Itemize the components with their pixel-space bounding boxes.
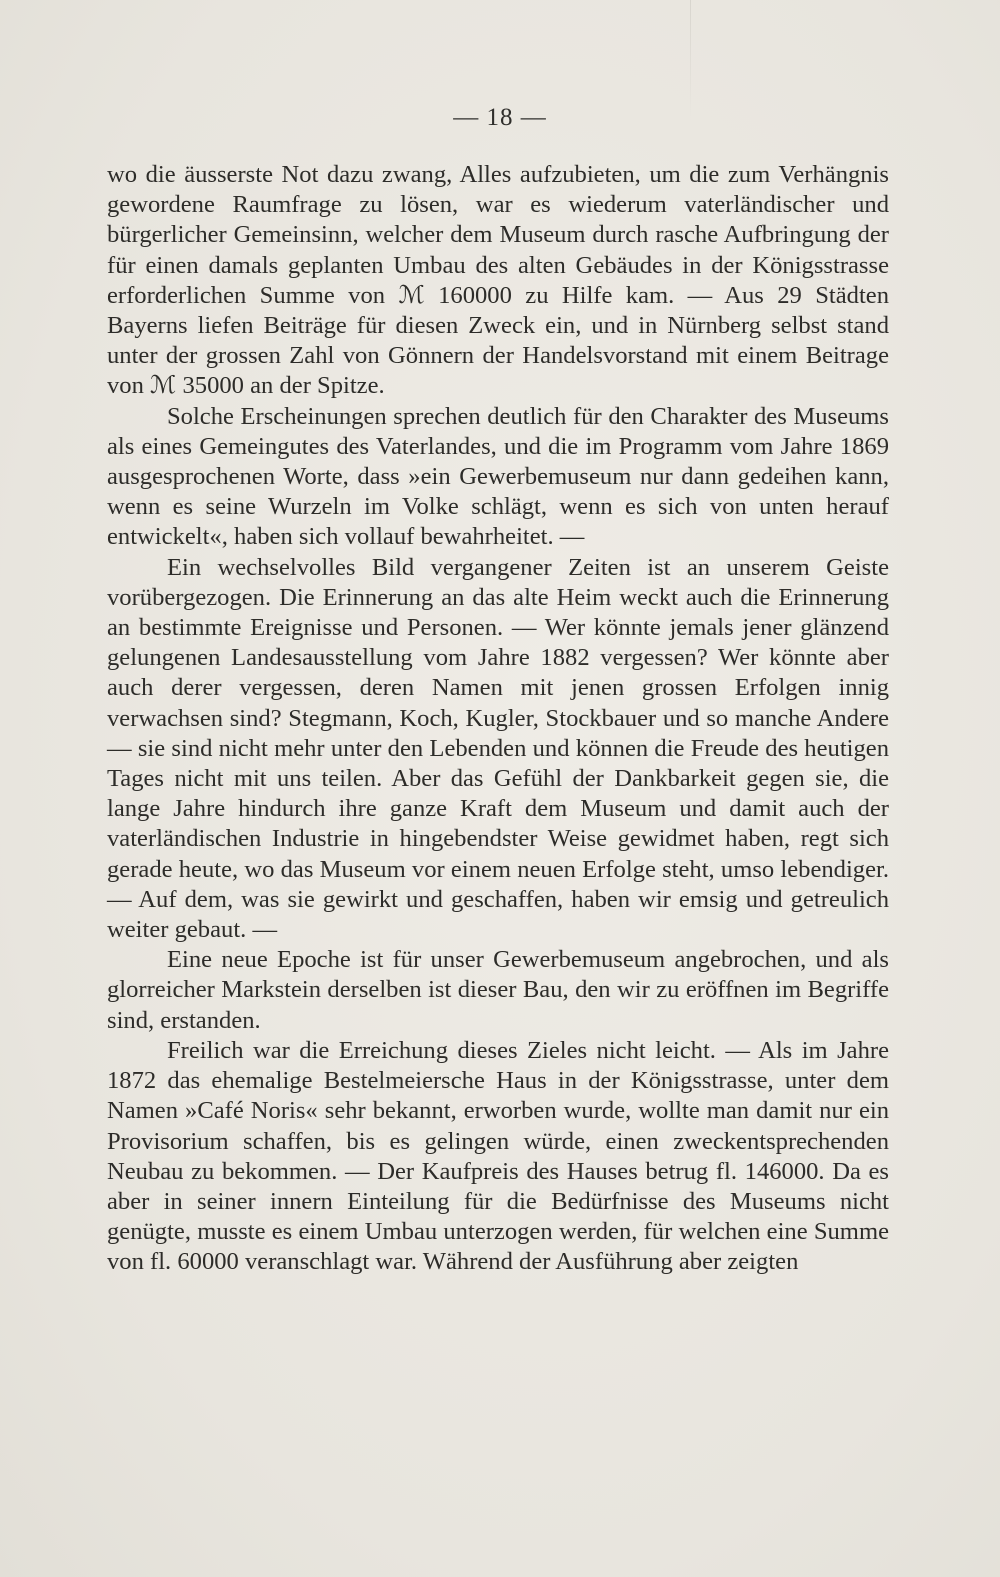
- page-number: — 18 —: [453, 104, 547, 131]
- paragraph-1: wo die äusserste Not dazu zwang, Alles aufzubieten, um die zum Verhängnis gewordene Raumfrage zu lösen, war es wiederum vaterländischer und bürgerlicher Gemeinsinn, welcher dem Museum durch rasche Aufbringung der für einen damals geplanten Umbau des alten Gebäudes in der Königsstrasse erforderlichen Summe von ℳ 160000 zu Hilfe kam. — Aus 29 Städten Bayerns liefen Beiträge für diesen Zweck ein, und in Nürnberg selbst stand unter der grossen Zahl von Gönnern der Handelsvorstand mit einem Beitrage von ℳ 35000 an der Spitze.: [107, 161, 889, 400]
- paragraph-5: Freilich war die Erreichung dieses Zieles nicht leicht. — Als im Jahre 1872 das ehemalige Bestelmeiersche Haus in der Königsstrasse, unter dem Namen »Café Noris« sehr bekannt, erworben wurde, wollte man damit nur ein Provisorium schaffen, bis es gelingen würde, einen zweckentsprechenden Neubau zu bekommen. — Der Kaufpreis des Hauses betrug fl. 146000. Da es aber in seiner innern Einteilung für die Bedürfnisse des Museums nicht genügte, musste es einem Umbau unterzogen werden, für welchen eine Summe von fl. 60000 veranschlagt war. Während der Ausführung aber zeigten: [107, 1036, 889, 1276]
- page-crease: [690, 0, 691, 120]
- paragraph-4: Eine neue Epoche ist für unser Gewerbemuseum angebrochen, und als glorreicher Markstein derselben ist dieser Bau, den wir zu eröffnen im Begriffe sind, erstanden.: [107, 946, 889, 1034]
- paragraph-3: Ein wechselvolles Bild vergangener Zeiten ist an unserem Geiste vorübergezogen. Die Erinnerung an das alte Heim weckt auch die Erinnerung an bestimmte Ereignisse und Personen. — Wer könnte jemals jener glänzend gelungenen Landesausstellung vom Jahre 1882 vergessen? Wer könnte aber auch derer vergessen, deren Namen mit jenen grossen Erfolgen innig verwachsen sind? Stegmann, Koch, Kugler, Stockbauer und so manche Andere — sie sind nicht mehr unter den Lebenden und können die Freude des heutigen Tages nicht mit uns teilen. Aber das Gefühl der Dankbarkeit gegen sie, die lange Jahre hindurch ihre ganze Kraft dem Museum und damit auch der vaterländischen Industrie in hingebendster Weise gewidmet haben, regt sich gerade heute, wo das Museum vor einem neuen Erfolge steht, umso lebendiger. — Auf dem, was sie gewirkt und geschaffen, haben wir emsig und getreulich weiter gebaut. —: [107, 553, 889, 944]
- paragraph-2: Solche Erscheinungen sprechen deutlich für den Charakter des Museums als eines Gemeingutes des Vaterlandes, und die im Programm vom Jahre 1869 ausgesprochenen Worte, dass »ein Gewerbemuseum nur dann gedeihen kann, wenn es seine Wurzeln im Volke schlägt, wenn es sich von unten herauf entwickelt«, haben sich vollauf bewahrheitet. —: [107, 402, 889, 551]
- body-text: [107, 160, 889, 1278]
